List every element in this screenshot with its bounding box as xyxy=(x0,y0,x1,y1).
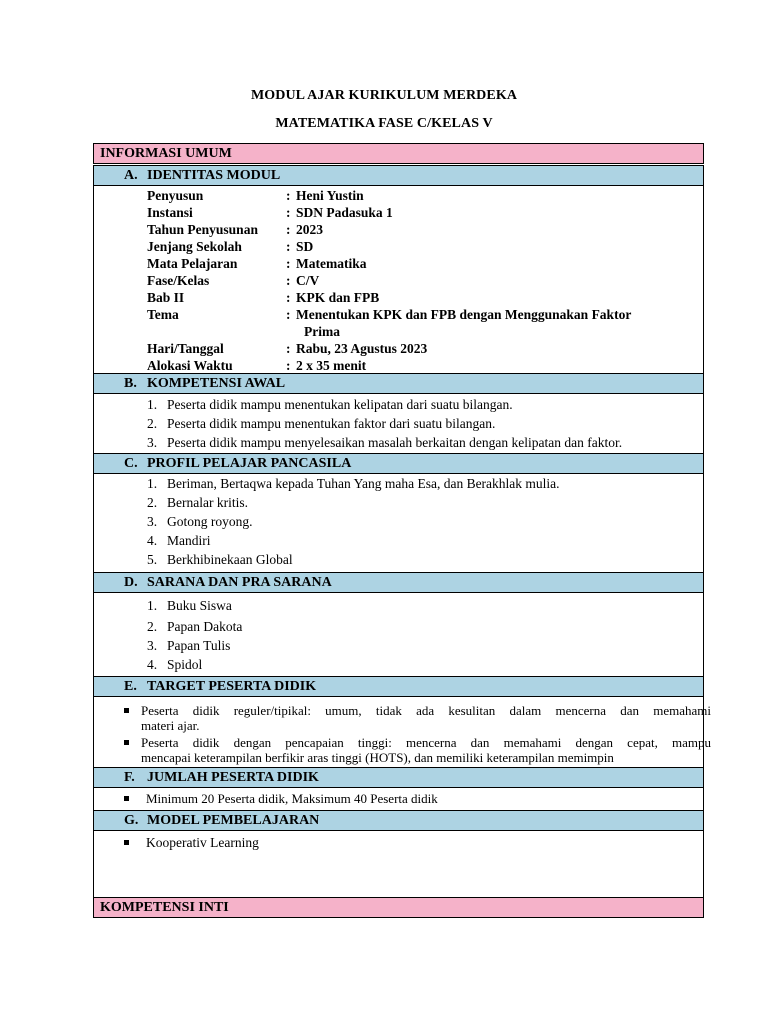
section-kompetensi-awal xyxy=(93,373,704,394)
section-label: MODEL PEMBELAJARAN xyxy=(147,813,320,828)
section-letter: B. xyxy=(124,376,137,391)
document-title: MODUL AJAR KURIKULUM MERDEKA xyxy=(250,88,518,103)
field-value: Rabu, 23 Agustus 2023 xyxy=(296,341,428,356)
field-label: Hari/Tanggal xyxy=(147,341,224,356)
list-item xyxy=(147,533,211,549)
profil-content xyxy=(93,474,704,572)
bullet-text-continuation: materi ajar. xyxy=(141,718,200,733)
list-number: 4. xyxy=(147,657,158,672)
list-item xyxy=(147,657,202,673)
field-colon: : xyxy=(286,290,291,305)
field-colon: : xyxy=(286,358,291,373)
field-value: Menentukan KPK dan FPB dengan Menggunakan Faktor xyxy=(296,307,632,322)
list-item xyxy=(147,397,513,413)
list-item xyxy=(147,476,560,492)
section-label: SARANA DAN PRA SARANA xyxy=(147,575,332,590)
field-colon: : xyxy=(286,205,291,220)
field-label: Penyusun xyxy=(147,188,204,203)
field-value: 2 x 35 menit xyxy=(296,358,367,373)
field-colon: : xyxy=(286,256,291,271)
bullet-text: Minimum 20 Peserta didik, Maksimum 40 Peserta didik xyxy=(146,791,438,806)
list-text: Gotong royong. xyxy=(167,514,253,529)
section-letter: A. xyxy=(124,168,138,183)
section-informasi-umum xyxy=(93,143,704,164)
section-label: INFORMASI UMUM xyxy=(100,146,232,161)
list-item xyxy=(147,514,253,530)
field-value: SD xyxy=(296,239,314,254)
module-table xyxy=(93,143,711,919)
section-label: PROFIL PELAJAR PANCASILA xyxy=(147,456,352,471)
kompetensi-awal-content xyxy=(93,394,704,454)
list-text: Peserta didik mampu menentukan faktor dari suatu bilangan. xyxy=(167,416,496,431)
list-item xyxy=(147,435,622,451)
list-item xyxy=(147,416,495,432)
section-label: TARGET PESERTA DIDIK xyxy=(147,679,317,694)
bullet-text: Peserta didik dengan pencapaian tinggi: mencerna dan memahami dengan cepat, mampu xyxy=(141,735,711,750)
field-colon: : xyxy=(286,273,291,288)
field-value-continuation: Prima xyxy=(304,324,340,339)
list-text: Papan Dakota xyxy=(167,619,243,634)
bullet-icon xyxy=(124,708,129,713)
list-number: 2. xyxy=(147,495,158,510)
list-text: Bernalar kritis. xyxy=(167,495,248,510)
list-number: 1. xyxy=(147,397,158,412)
field-colon: : xyxy=(286,341,291,356)
field-value: Matematika xyxy=(296,256,367,271)
section-label: KOMPETENSI AWAL xyxy=(147,376,286,391)
bullet-icon xyxy=(124,840,129,845)
section-label: JUMLAH PESERTA DIDIK xyxy=(147,770,319,785)
list-item xyxy=(147,638,230,654)
list-item xyxy=(147,552,293,568)
field-colon: : xyxy=(286,239,291,254)
section-identitas-modul xyxy=(93,165,704,186)
list-text: Spidol xyxy=(167,657,203,672)
list-text: Mandiri xyxy=(167,533,211,548)
field-label: Mata Pelajaran xyxy=(147,256,238,271)
section-jumlah-peserta xyxy=(93,767,704,788)
list-number: 2. xyxy=(147,416,158,431)
field-colon: : xyxy=(286,307,291,322)
bullet-icon xyxy=(124,740,129,745)
section-letter: E. xyxy=(124,679,137,694)
list-text: Beriman, Bertaqwa kepada Tuhan Yang maha Esa, dan Berakhlak mulia. xyxy=(167,476,560,491)
section-profil-pelajar xyxy=(93,453,704,474)
section-target-peserta xyxy=(93,676,704,697)
list-number: 4. xyxy=(147,533,158,548)
field-value: C/V xyxy=(296,273,320,288)
field-label: Tema xyxy=(147,307,179,322)
bullet-icon xyxy=(124,796,129,801)
field-label: Alokasi Waktu xyxy=(147,358,233,373)
list-text: Papan Tulis xyxy=(167,638,231,653)
field-label: Instansi xyxy=(147,205,193,220)
field-value: SDN Padasuka 1 xyxy=(296,205,393,220)
list-text: Berkhibinekaan Global xyxy=(167,552,293,567)
section-sarana xyxy=(93,572,704,593)
section-letter: C. xyxy=(124,456,138,471)
section-letter: D. xyxy=(124,575,138,590)
sarana-content xyxy=(93,593,704,677)
bullet-text-continuation: mencapai keterampilan berfikir aras tinggi (HOTS), dan memiliki keterampilan memimpin xyxy=(141,750,614,765)
bullet-text: Peserta didik reguler/tipikal: umum, tidak ada kesulitan dalam mencerna dan memahami xyxy=(141,703,711,718)
target-content xyxy=(93,697,711,767)
list-number: 1. xyxy=(147,598,158,613)
field-label: Jenjang Sekolah xyxy=(147,239,242,254)
section-model-pembelajaran xyxy=(93,810,704,831)
list-text: Peserta didik mampu menentukan kelipatan dari suatu bilangan. xyxy=(167,397,513,412)
list-item xyxy=(147,619,242,635)
section-label: IDENTITAS MODUL xyxy=(147,168,281,183)
field-value: 2023 xyxy=(296,222,323,237)
field-colon: : xyxy=(286,222,291,237)
section-label: KOMPETENSI INTI xyxy=(100,900,229,915)
document-subtitle: MATEMATIKA FASE C/KELAS V xyxy=(275,116,493,131)
field-value: Heni Yustin xyxy=(296,188,364,203)
section-kompetensi-inti xyxy=(93,897,704,918)
bullet-text: Kooperativ Learning xyxy=(146,835,259,850)
list-number: 2. xyxy=(147,619,158,634)
field-label: Bab II xyxy=(147,290,185,305)
list-text: Peserta didik mampu menyelesaikan masalah berkaitan dengan kelipatan dan faktor. xyxy=(167,435,623,450)
list-item xyxy=(147,598,232,614)
model-content xyxy=(93,831,704,899)
jumlah-content xyxy=(93,788,704,810)
list-number: 1. xyxy=(147,476,158,491)
field-value: KPK dan FPB xyxy=(296,290,380,305)
field-colon: : xyxy=(286,188,291,203)
list-number: 3. xyxy=(147,435,158,450)
field-label: Tahun Penyusunan xyxy=(147,222,258,237)
list-number: 3. xyxy=(147,638,158,653)
field-label: Fase/Kelas xyxy=(147,273,210,288)
list-number: 5. xyxy=(147,552,158,567)
list-number: 3. xyxy=(147,514,158,529)
identitas-content xyxy=(93,186,704,374)
list-item xyxy=(147,495,248,511)
section-letter: G. xyxy=(124,813,139,828)
section-letter: F. xyxy=(124,770,135,785)
list-text: Buku Siswa xyxy=(167,598,232,613)
